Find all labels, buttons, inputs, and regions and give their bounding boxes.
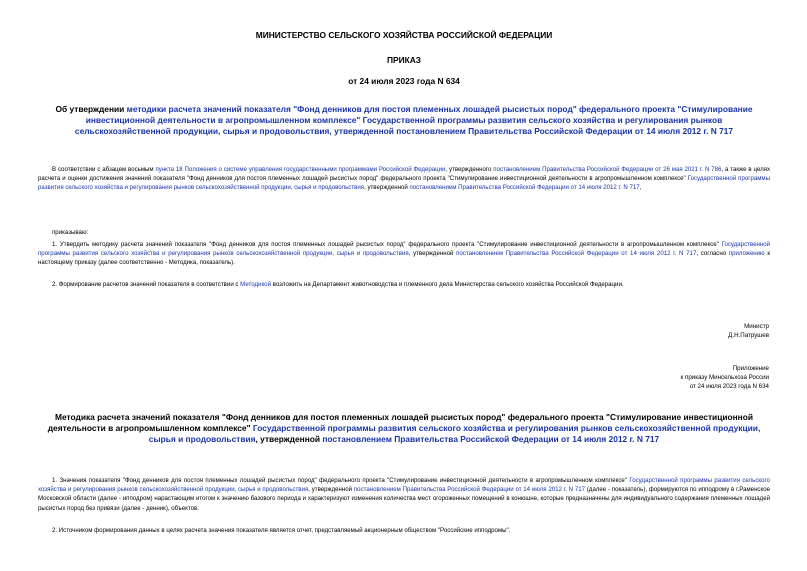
- state-program-link[interactable]: Государственной программы развития сельского хозяйства и регулирования рынков сельскохозяйственной продукции, сырья и продовольствия: [38, 477, 770, 494]
- order-item-2: [38, 280, 770, 289]
- text-span: ,: [639, 184, 642, 192]
- clause18-link[interactable]: пункта 18 Положения о системе управления государственными программами Российской Федерации: [155, 166, 446, 173]
- order-date-number: от 24 июля 2023 года N 634: [348, 76, 460, 86]
- doc-type-heading: ПРИКАЗ: [386, 55, 422, 65]
- appendix-label: Приложение: [732, 365, 769, 372]
- text-span: , согласно: [696, 250, 729, 258]
- text-span: возложить на Департамент животноводства и племенного дела Министерства сельского хозяйства Российской Федерации.: [270, 281, 624, 288]
- text-span: 2. Формирование расчетов значений показателя в соответствии с: [52, 281, 241, 288]
- methodology-item-1: [38, 476, 770, 513]
- text-span: , утвержденной: [364, 184, 410, 192]
- text-span: , утвержденной: [308, 486, 354, 494]
- order-item-1: [38, 240, 770, 268]
- methodology-link[interactable]: Методикой: [240, 281, 271, 288]
- text-span: , утвержденного: [445, 166, 494, 173]
- text-span: (далее - показатель), формируются по ипподрому в г.Раменское Московской области (далее - ипподром) нарастающим итогом к значению базового периода и характеризуют изменения количества мест огороженных помещений в конюшне, которые предназначены для индивидуального содержания племенных лошадей рысистых пород без привязи (далее - денник), объектов.: [38, 486, 770, 512]
- state-program-link[interactable]: Государственной программы развития сельского хозяйства и регулирования рынков сельскохозяйственной продукции, сырья и продовольствия: [148, 423, 761, 444]
- text-span: , а также в целях расчета и оценки достижения значений показателя "Фонд денников для постоя племенных лошадей рысистых пород" федерального проекта "Стимулирование инвестиционной деятельности в агропромышленном комплексе": [38, 166, 771, 183]
- text-span: В соответствии с абзацем восьмым: [52, 166, 156, 173]
- signature-block: [728, 322, 769, 340]
- appendix-link[interactable]: приложению: [728, 250, 765, 258]
- methodology-item-2: 2. Источником формирования данных в целях расчета значения показателя является отчет, представляемый акционерным обществом "Российские ипподромы".: [52, 527, 511, 534]
- resolution-717-link[interactable]: постановлением Правительства Российской Федерации от 14 июля 2012 г. N 717: [456, 250, 697, 258]
- signature-position: Министр: [744, 323, 769, 330]
- resolution-717-link[interactable]: постановлением Правительства Российской Федерации от 14 июля 2012 г. N 717: [409, 184, 640, 192]
- document-title: [38, 104, 770, 137]
- signature-name: Д.Н.Патрушев: [728, 332, 769, 340]
- resolution-717-link[interactable]: постановлением Правительства Российской Федерации от 14 июля 2012 г. N 717: [322, 434, 660, 444]
- appendix-block: [681, 364, 769, 392]
- appendix-date: от 24 июля 2023 года N 634: [689, 383, 769, 391]
- title-methodology-link[interactable]: методики расчета значений показателя "Фонд денников для постоя племенных лошадей рысистых пород" федерального проекта "Стимулирование инвестиционной деятельности в агропромышленном комплексе" Государственной программы развития сельского хозяйства и регулирования рынков сельскохозяйственной продукции, сырья и продовольствия, утвержденной постановлением Правительства Российской Федерации от 14 июля 2012 г. N 717: [74, 104, 753, 136]
- state-program-link[interactable]: Государственной программы развития сельского хозяйства и регулирования рынков сельскохозяйственной продукции, сырья и продовольствия: [38, 241, 770, 258]
- appendix-order-ref: к приказу Минсельхоза России: [680, 374, 769, 382]
- text-span: Методика расчета значений показателя "Фонд денников для постоя племенных лошадей рысистых пород" федерального проекта "Стимулирование инвестиционной деятельности в агропромышленном комплексе": [47, 412, 753, 433]
- methodology-title: [38, 412, 770, 445]
- orders-label: приказываю:: [52, 229, 89, 236]
- text-span: 1. Значения показателя "Фонд денников для постоя племенных лошадей рысистых пород" федерального проекта "Стимулирование инвестиционной деятельности в агропромышленном комплексе": [52, 477, 630, 484]
- text-span: , утвержденной: [255, 434, 323, 444]
- text-span: , утвержденной: [408, 250, 457, 258]
- state-program-link[interactable]: Государственной программы развития сельского хозяйства и регулирования рынков сельскохозяйственной продукции, сырья и продовольствия: [38, 175, 770, 192]
- ministry-heading: МИНИСТЕРСТВО СЕЛЬСКОГО ХОЗЯЙСТВА РОССИЙСКОЙ ФЕДЕРАЦИИ: [255, 30, 553, 40]
- preamble-paragraph: [38, 165, 770, 193]
- title-prefix: Об утверждении: [55, 104, 127, 114]
- resolution-786-link[interactable]: постановлением Правительства Российской Федерации от 26 мая 2021 г. N 786: [493, 166, 722, 173]
- text-span: 1. Утвердить методику расчета значений показателя "Фонд денников для постоя племенных лошадей рысистых пород" федерального проекта "Стимулирование инвестиционной деятельности в агропромышленном комплексе": [52, 241, 722, 248]
- text-span: к настоящему приказу (далее соответственно - Методика, показатель).: [38, 250, 770, 267]
- resolution-717-link[interactable]: постановлением Правительства Российской Федерации от 14 июля 2012 г. N 717: [353, 486, 586, 494]
